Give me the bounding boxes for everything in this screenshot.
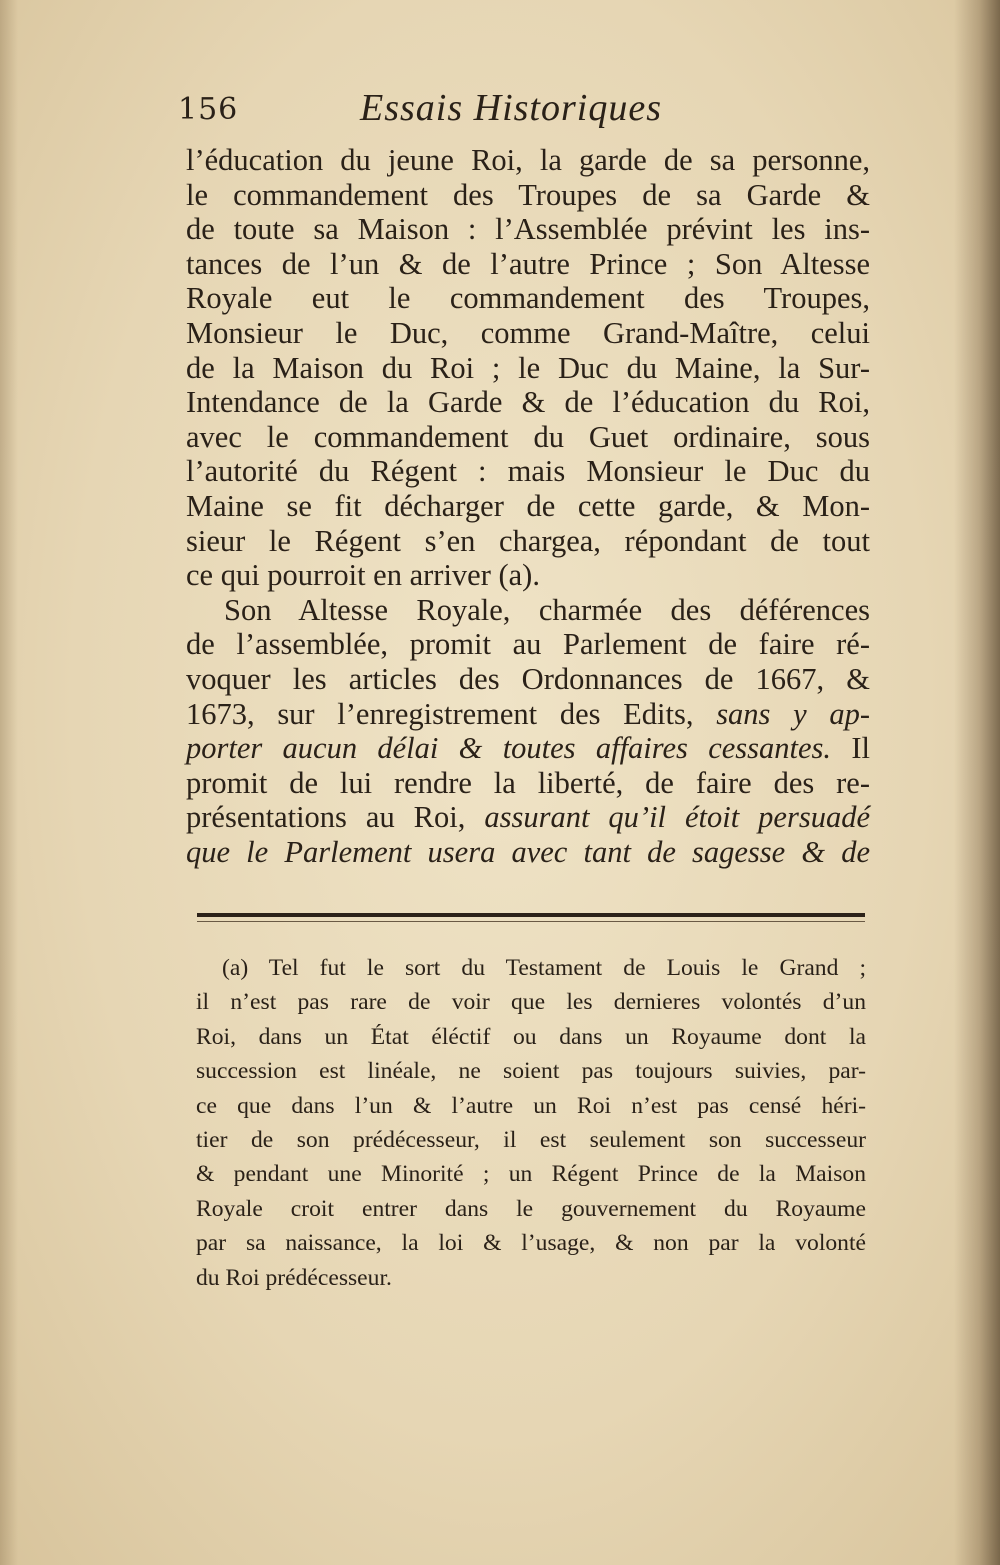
footnote-line: Roi, dans un État éléctif ou dans un Royaume dont la bbox=[196, 1023, 866, 1050]
footnote-rule bbox=[197, 913, 865, 917]
footnote-rule-thin bbox=[197, 921, 865, 922]
footnote-line: tier de son prédécesseur, il est seulement son successeur bbox=[196, 1126, 866, 1153]
text-segment: 1673, sur l’enregistrement des Edits, bbox=[186, 696, 694, 731]
text-line: Maine se fit décharger de cette garde, & Mon- bbox=[186, 488, 870, 523]
text-line: de l’assemblée, promit au Parlement de faire ré- bbox=[186, 627, 870, 662]
footnote bbox=[196, 951, 866, 1295]
page-left-shadow bbox=[0, 0, 18, 1565]
footnote-line: par sa naissance, la loi & l’usage, & non par la volonté bbox=[196, 1230, 866, 1257]
text-line: de toute sa Maison : l’Assemblée prévint les ins- bbox=[186, 212, 870, 247]
text-line: avec le commandement du Guet ordinaire, sous bbox=[186, 419, 870, 454]
footnote-line: Royale croit entrer dans le gouvernement du Royaume bbox=[196, 1195, 866, 1222]
text-line: Monsieur le Duc, comme Grand-Maître, celui bbox=[186, 315, 870, 350]
text-line: de la Maison du Roi ; le Duc du Maine, la Sur- bbox=[186, 350, 870, 385]
footnote-line: & pendant une Minorité ; un Régent Prince de la Maison bbox=[196, 1161, 866, 1188]
footnote-line: ce que dans l’un & l’autre un Roi n’est pas censé héri- bbox=[196, 1092, 866, 1119]
footnote-line: il n’est pas rare de voir que les dernieres volontés d’un bbox=[196, 989, 866, 1016]
text-line: sieur le Régent s’en chargea, répondant de tout bbox=[186, 523, 870, 558]
text-line-mixed bbox=[186, 697, 870, 732]
text-line: l’éducation du jeune Roi, la garde de sa personne, bbox=[186, 143, 870, 177]
text-line: que le Parlement usera avec tant de sagesse & de bbox=[186, 834, 870, 869]
main-text bbox=[186, 143, 870, 869]
text-line: l’autorité du Régent : mais Monsieur le Duc du bbox=[186, 454, 870, 489]
page-number: 156 bbox=[178, 92, 239, 127]
text-line: le commandement des Troupes de sa Garde & bbox=[186, 177, 870, 212]
running-title: Essais Historiques bbox=[360, 87, 662, 129]
text-segment: présentations au Roi, bbox=[186, 800, 466, 835]
text-line: tances de l’un & de l’autre Prince ; Son Altesse bbox=[186, 246, 870, 281]
page-header bbox=[178, 84, 878, 144]
text-line-mixed bbox=[186, 731, 870, 766]
text-line: voquer les articles des Ordonnances de 1667, & bbox=[186, 661, 870, 696]
italic-segment: porter aucun délai & toutes affaires cessantes. bbox=[186, 731, 832, 766]
text-line: Royale eut le commandement des Troupes, bbox=[186, 281, 870, 316]
text-line: ce qui pourroit en arriver (a). bbox=[186, 558, 540, 593]
footnote-line: succession est linéale, ne soient pas toujours suivies, par- bbox=[196, 1058, 866, 1085]
text-line-mixed bbox=[186, 800, 870, 835]
text-line: Son Altesse Royale, charmée des déférences bbox=[224, 592, 870, 627]
text-line: promit de lui rendre la liberté, de faire des re- bbox=[186, 765, 870, 800]
page-right-shadow bbox=[954, 0, 1000, 1565]
italic-segment: assurant qu’il étoit persuadé bbox=[484, 800, 870, 835]
footnote-line: du Roi prédécesseur. bbox=[196, 1264, 392, 1291]
italic-segment: sans y ap- bbox=[716, 696, 870, 731]
footnote-line: (a) Tel fut le sort du Testament de Louis le Grand ; bbox=[222, 955, 866, 981]
text-segment: Il bbox=[851, 731, 870, 766]
text-line: Intendance de la Garde & de l’éducation du Roi, bbox=[186, 385, 870, 420]
